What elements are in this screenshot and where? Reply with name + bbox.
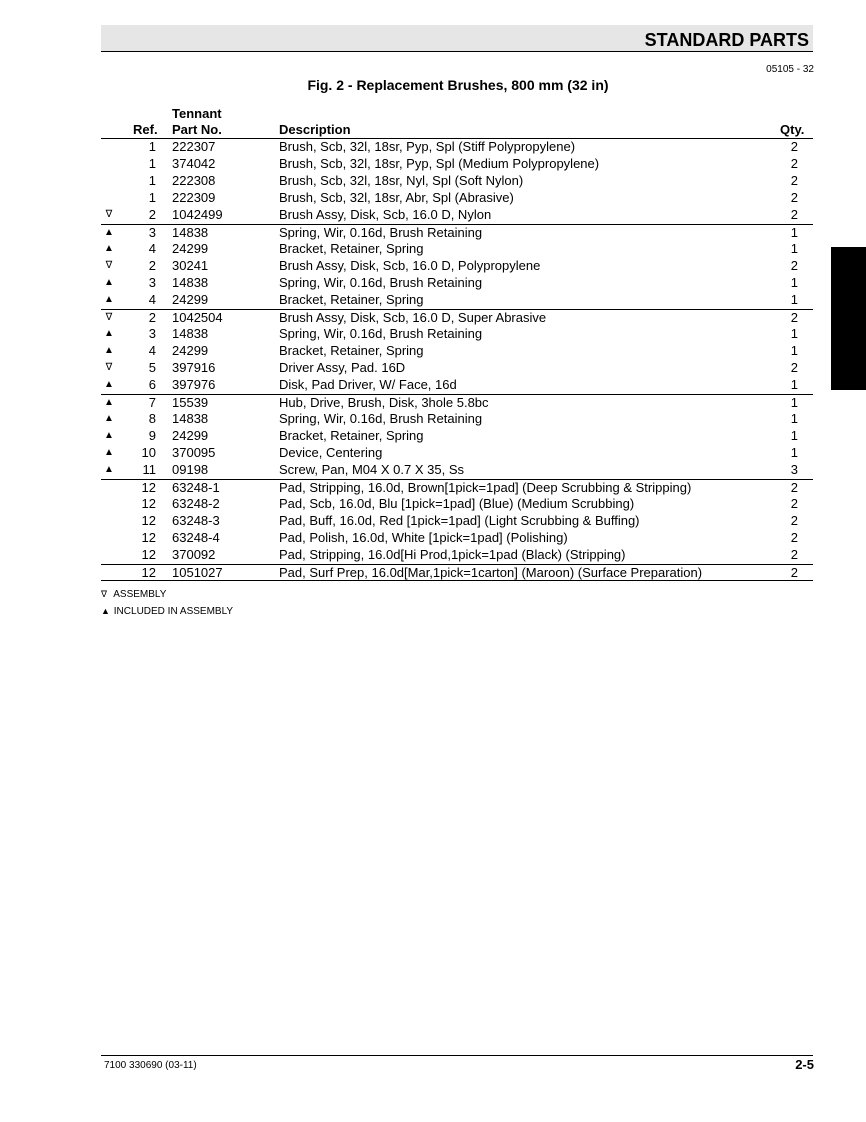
table-row	[101, 479, 813, 496]
ref-number: 12	[141, 480, 156, 495]
part-description: Screw, Pan, M04 X 0.7 X 35, Ss	[279, 462, 464, 477]
table-bottom-rule	[101, 580, 813, 581]
column-header-description: Description	[279, 122, 351, 137]
row-marker-icon: ∇	[105, 362, 113, 373]
row-marker-icon: ▲	[104, 243, 114, 254]
quantity: 1	[790, 292, 798, 307]
ref-number: 4	[148, 241, 156, 256]
quantity: 2	[790, 190, 798, 205]
column-header-qty: Qty.	[780, 122, 805, 137]
part-description: Device, Centering	[279, 445, 383, 460]
table-row	[101, 462, 813, 479]
table-row	[101, 564, 813, 581]
table-row	[101, 224, 813, 241]
part-description: Pad, Polish, 16.0d, White [1pick=1pad] (Polishing)	[279, 530, 568, 545]
row-marker-icon: ▲	[104, 397, 114, 408]
page-title: STANDARD PARTS	[644, 30, 809, 50]
ref-number: 10	[141, 445, 156, 460]
quantity: 2	[790, 530, 798, 545]
part-number: 14838	[172, 411, 209, 426]
parts-table	[101, 139, 813, 581]
assembly-symbol-icon: ∇	[101, 589, 108, 599]
ref-number: 4	[148, 343, 156, 358]
part-description: Brush Assy, Disk, Scb, 16.0 D, Super Abrasive	[279, 310, 547, 325]
table-row	[101, 547, 813, 564]
table-row	[101, 530, 813, 547]
quantity: 2	[790, 207, 798, 222]
quantity: 2	[790, 258, 798, 273]
part-description: Spring, Wir, 0.16d, Brush Retaining	[279, 225, 483, 240]
row-marker-icon: ▲	[104, 413, 114, 424]
ref-number: 6	[148, 377, 156, 392]
quantity: 2	[790, 310, 798, 325]
part-number: 370092	[172, 547, 216, 562]
page-number: 2-5	[795, 1057, 814, 1072]
row-marker-icon: ▲	[104, 447, 114, 458]
quantity: 1	[790, 225, 798, 240]
ref-number: 9	[148, 428, 156, 443]
part-description: Spring, Wir, 0.16d, Brush Retaining	[279, 275, 483, 290]
part-number: 63248-2	[172, 496, 220, 511]
part-number: 14838	[172, 225, 209, 240]
quantity: 2	[790, 156, 798, 171]
table-row	[101, 513, 813, 530]
footer-rule	[101, 1055, 813, 1056]
legend-assembly	[101, 589, 166, 600]
ref-number: 2	[148, 258, 156, 273]
ref-number: 1	[148, 156, 156, 171]
table-row	[101, 326, 813, 343]
row-marker-icon: ▲	[104, 328, 114, 339]
ref-number: 12	[141, 513, 156, 528]
part-description: Driver Assy, Pad. 16D	[279, 360, 406, 375]
quantity: 2	[790, 139, 798, 154]
row-marker-icon: ▲	[104, 277, 114, 288]
part-description: Brush, Scb, 32l, 18sr, Nyl, Spl (Soft Nylon)	[279, 173, 524, 188]
legend-assembly-text: ASSEMBLY	[113, 589, 167, 600]
part-description: Brush, Scb, 32l, 18sr, Pyp, Spl (Stiff Polypropylene)	[279, 139, 576, 154]
row-marker-icon: ▲	[104, 464, 114, 475]
row-marker-icon: ∇	[105, 312, 113, 323]
part-number: 63248-1	[172, 480, 220, 495]
ref-number: 4	[148, 292, 156, 307]
part-description: Bracket, Retainer, Spring	[279, 292, 424, 307]
part-description: Brush, Scb, 32l, 18sr, Abr, Spl (Abrasive)	[279, 190, 514, 205]
part-description: Bracket, Retainer, Spring	[279, 343, 424, 358]
part-number: 222308	[172, 173, 216, 188]
part-number: 1042504	[172, 310, 223, 325]
part-description: Brush Assy, Disk, Scb, 16.0 D, Polypropylene	[279, 258, 541, 273]
part-description: Bracket, Retainer, Spring	[279, 428, 424, 443]
ref-number: 3	[148, 326, 156, 341]
part-number: 24299	[172, 428, 209, 443]
part-description: Brush Assy, Disk, Scb, 16.0 D, Nylon	[279, 207, 492, 222]
column-header-part-no: Part No.	[172, 122, 222, 137]
column-header-ref: Ref.	[133, 122, 158, 137]
ref-number: 5	[148, 360, 156, 375]
part-number: 14838	[172, 275, 209, 290]
table-row	[101, 190, 813, 207]
row-marker-icon: ∇	[105, 260, 113, 271]
part-description: Disk, Pad Driver, W/ Face, 16d	[279, 377, 457, 392]
part-number: 397916	[172, 360, 216, 375]
table-row	[101, 156, 813, 173]
part-number: 24299	[172, 292, 209, 307]
footer-document-number: 7100 330690 (03-11)	[104, 1060, 197, 1071]
row-marker-icon: ▲	[104, 345, 114, 356]
table-row	[101, 343, 813, 360]
section-tab	[831, 247, 866, 390]
part-number: 1051027	[172, 565, 223, 580]
quantity: 2	[790, 547, 798, 562]
part-description: Spring, Wir, 0.16d, Brush Retaining	[279, 326, 483, 341]
table-row	[101, 377, 813, 394]
header-bar	[101, 25, 813, 52]
quantity: 2	[790, 496, 798, 511]
legend-included-text: INCLUDED IN ASSEMBLY	[113, 606, 234, 617]
part-number: 370095	[172, 445, 216, 460]
legend-included	[101, 606, 233, 617]
part-description: Hub, Drive, Brush, Disk, 3hole 5.8bc	[279, 395, 489, 410]
ref-number: 12	[141, 565, 156, 580]
table-row	[101, 496, 813, 513]
row-marker-icon: ▲	[104, 379, 114, 390]
part-number: 30241	[172, 258, 209, 273]
part-description: Brush, Scb, 32l, 18sr, Pyp, Spl (Medium Polypropylene)	[279, 156, 600, 171]
part-description: Pad, Surf Prep, 16.0d[Mar,1pick=1carton] (Maroon) (Surface Preparation)	[279, 565, 703, 580]
column-header-tennant: Tennant	[172, 106, 222, 121]
quantity: 1	[790, 445, 798, 460]
part-number: 24299	[172, 241, 209, 256]
quantity: 2	[790, 480, 798, 495]
part-number: 14838	[172, 326, 209, 341]
quantity: 1	[790, 326, 798, 341]
part-number: 63248-4	[172, 530, 220, 545]
ref-number: 12	[141, 530, 156, 545]
part-number: 15539	[172, 395, 209, 410]
row-marker-icon: ∇	[105, 209, 113, 220]
row-marker-icon: ▲	[104, 430, 114, 441]
ref-number: 12	[141, 496, 156, 511]
ref-number: 2	[148, 207, 156, 222]
ref-number: 12	[141, 547, 156, 562]
quantity: 2	[790, 513, 798, 528]
quantity: 1	[790, 377, 798, 392]
table-row	[101, 360, 813, 377]
ref-number: 2	[148, 310, 156, 325]
ref-number: 7	[148, 395, 156, 410]
figure-title: Fig. 2 - Replacement Brushes, 800 mm (32 in)	[307, 77, 609, 93]
table-row	[101, 207, 813, 224]
ref-number: 1	[148, 190, 156, 205]
part-description: Bracket, Retainer, Spring	[279, 241, 424, 256]
quantity: 1	[790, 343, 798, 358]
part-description: Pad, Scb, 16.0d, Blu [1pick=1pad] (Blue) (Medium Scrubbing)	[279, 496, 635, 511]
part-number: 397976	[172, 377, 216, 392]
part-description: Spring, Wir, 0.16d, Brush Retaining	[279, 411, 483, 426]
table-row	[101, 445, 813, 462]
ref-number: 8	[148, 411, 156, 426]
table-row	[101, 428, 813, 445]
quantity: 3	[790, 462, 798, 477]
part-number: 63248-3	[172, 513, 220, 528]
ref-number: 1	[148, 173, 156, 188]
table-row	[101, 173, 813, 190]
table-row	[101, 241, 813, 258]
row-marker-icon: ▲	[104, 227, 114, 238]
quantity: 1	[790, 241, 798, 256]
table-row	[101, 394, 813, 411]
table-row	[101, 309, 813, 326]
quantity: 2	[790, 565, 798, 580]
quantity: 1	[790, 275, 798, 290]
table-row	[101, 139, 813, 156]
table-row	[101, 411, 813, 428]
ref-number: 1	[148, 139, 156, 154]
part-number: 222309	[172, 190, 216, 205]
quantity: 1	[790, 411, 798, 426]
document-code: 05105 - 32	[766, 64, 814, 75]
part-number: 09198	[172, 462, 209, 477]
table-row	[101, 258, 813, 275]
part-number: 222307	[172, 139, 216, 154]
included-symbol-icon: ▲	[101, 606, 110, 616]
quantity: 1	[790, 428, 798, 443]
part-description: Pad, Stripping, 16.0d, Brown[1pick=1pad] (Deep Scrubbing & Stripping)	[279, 480, 692, 495]
ref-number: 3	[148, 275, 156, 290]
part-description: Pad, Buff, 16.0d, Red [1pick=1pad] (Light Scrubbing & Buffing)	[279, 513, 640, 528]
table-row	[101, 275, 813, 292]
quantity: 1	[790, 395, 798, 410]
part-number: 374042	[172, 156, 216, 171]
part-description: Pad, Stripping, 16.0d[Hi Prod,1pick=1pad (Black) (Stripping)	[279, 547, 626, 562]
row-marker-icon: ▲	[104, 294, 114, 305]
table-row	[101, 292, 813, 309]
ref-number: 3	[148, 225, 156, 240]
quantity: 2	[790, 173, 798, 188]
ref-number: 11	[142, 462, 156, 477]
part-number: 1042499	[172, 207, 223, 222]
part-number: 24299	[172, 343, 209, 358]
quantity: 2	[790, 360, 798, 375]
